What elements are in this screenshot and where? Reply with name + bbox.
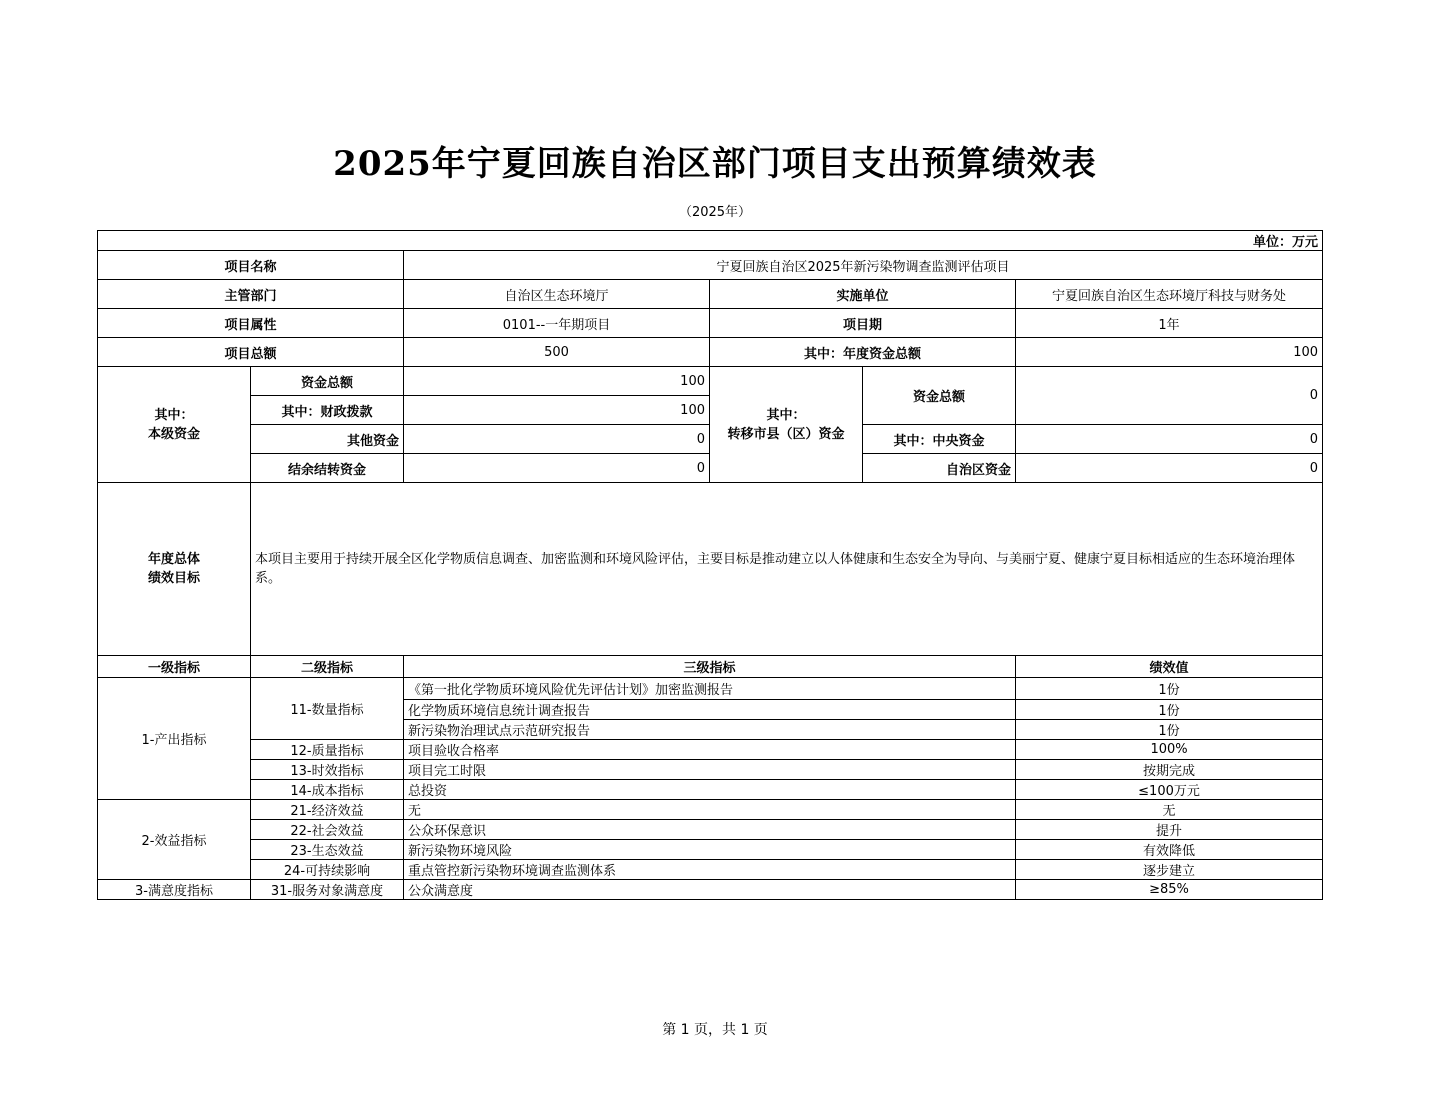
indicator-row-value: 1份 (1016, 678, 1323, 700)
carry-funds-value: 0 (404, 454, 710, 483)
total-value: 500 (404, 338, 710, 367)
fund-total-value: 100 (404, 367, 710, 396)
indicator-service: 31-服务对象满意度 (251, 880, 404, 900)
transfer-total-value: 0 (1016, 367, 1323, 425)
indicator-row-value: 100% (1016, 740, 1323, 760)
indicator-row-name: 项目完工时限 (404, 760, 1016, 780)
header-value: 绩效值 (1016, 656, 1323, 678)
fiscal-value: 100 (404, 396, 710, 425)
annual-value: 100 (1016, 338, 1323, 367)
local-funds-label-2: 本级资金 (147, 426, 200, 442)
region-funds-label: 自治区资金 (863, 454, 1016, 483)
transfer-total-label: 资金总额 (863, 367, 1016, 425)
indicator-row-name: 重点管控新污染物环境调查监测体系 (404, 860, 1016, 880)
transfer-funds-label-2: 转移市县（区）资金 (727, 426, 845, 442)
performance-table (97, 230, 1323, 900)
indicator-row-value: 1份 (1016, 720, 1323, 740)
indicator-satisfaction: 3-满意度指标 (98, 880, 251, 900)
indicator-effect: 2-效益指标 (98, 800, 251, 880)
indicator-row-value: ≥85% (1016, 880, 1323, 900)
indicator-social: 22-社会效益 (251, 820, 404, 840)
header-level3: 三级指标 (404, 656, 1016, 678)
region-funds-value: 0 (1016, 454, 1323, 483)
indicator-quantity: 11-数量指标 (251, 678, 404, 740)
annual-goal-label-1: 年度总体 (147, 552, 200, 567)
indicator-sustainable: 24-可持续影响 (251, 860, 404, 880)
attr-label: 项目属性 (98, 309, 404, 338)
indicator-row-name: 《第一批化学物质环境风险优先评估计划》加密监测报告 (404, 678, 1016, 700)
indicator-output: 1-产出指标 (98, 678, 251, 800)
central-funds-value: 0 (1016, 425, 1323, 454)
page-footer: 第 1 页，共 1 页 (662, 1022, 768, 1038)
other-funds-label: 其他资金 (251, 425, 404, 454)
indicator-row-name: 新污染物治理试点示范研究报告 (404, 720, 1016, 740)
indicator-row-name: 项目验收合格率 (404, 740, 1016, 760)
indicator-row-value: 1份 (1016, 700, 1323, 720)
indicator-row-name: 无 (404, 800, 1016, 820)
indicator-row-name: 公众满意度 (404, 880, 1016, 900)
dept-label: 主管部门 (98, 280, 404, 309)
fiscal-label: 其中：财政拨款 (251, 396, 404, 425)
transfer-funds-label-1: 其中： (766, 407, 806, 423)
indicator-ecological: 23-生态效益 (251, 840, 404, 860)
project-name-value: 宁夏回族自治区2025年新污染物调查监测评估项目 (404, 251, 1323, 280)
indicator-row-value: 提升 (1016, 820, 1323, 840)
indicator-row-name: 化学物质环境信息统计调查报告 (404, 700, 1016, 720)
page-subtitle: （2025年） (678, 205, 752, 220)
indicator-row-name: 公众环保意识 (404, 820, 1016, 840)
indicator-row-value: 有效降低 (1016, 840, 1323, 860)
transfer-funds-label (710, 367, 863, 483)
indicator-row-value: 按期完成 (1016, 760, 1323, 780)
impl-label: 实施单位 (710, 280, 1016, 309)
fund-total-label: 资金总额 (251, 367, 404, 396)
annual-goal-text: 本项目主要用于持续开展全区化学物质信息调查、加密监测和环境风险评估，主要目标是推动建立以人体健康和生态安全为导向、与美丽宁夏、健康宁夏目标相适应的生态环境治理体系。 (251, 483, 1323, 656)
indicator-row-value: 无 (1016, 800, 1323, 820)
indicator-quality: 12-质量指标 (251, 740, 404, 760)
indicator-cost: 14-成本指标 (251, 780, 404, 800)
annual-goal-label (98, 483, 251, 656)
page-title: 2025年宁夏回族自治区部门项目支出预算绩效表 (333, 144, 1097, 184)
attr-value: 0101--一年期项目 (404, 309, 710, 338)
project-name-label: 项目名称 (98, 251, 404, 280)
carry-funds-label: 结余结转资金 (251, 454, 404, 483)
indicator-time: 13-时效指标 (251, 760, 404, 780)
period-value: 1年 (1016, 309, 1323, 338)
period-label: 项目期 (710, 309, 1016, 338)
central-funds-label: 其中：中央资金 (863, 425, 1016, 454)
annual-label: 其中：年度资金总额 (710, 338, 1016, 367)
total-label: 项目总额 (98, 338, 404, 367)
header-level1: 一级指标 (98, 656, 251, 678)
dept-value: 自治区生态环境厅 (404, 280, 710, 309)
local-funds-label (98, 367, 251, 483)
indicator-row-name: 新污染物环境风险 (404, 840, 1016, 860)
unit-label: 单位：万元 (98, 231, 1323, 251)
local-funds-label-1: 其中： (154, 407, 194, 423)
annual-goal-label-2: 绩效目标 (147, 571, 200, 586)
indicator-row-name: 总投资 (404, 780, 1016, 800)
indicator-economic: 21-经济效益 (251, 800, 404, 820)
indicator-row-value: 逐步建立 (1016, 860, 1323, 880)
impl-value: 宁夏回族自治区生态环境厅科技与财务处 (1016, 280, 1323, 309)
other-funds-value: 0 (404, 425, 710, 454)
indicator-row-value: ≤100万元 (1016, 780, 1323, 800)
header-level2: 二级指标 (251, 656, 404, 678)
